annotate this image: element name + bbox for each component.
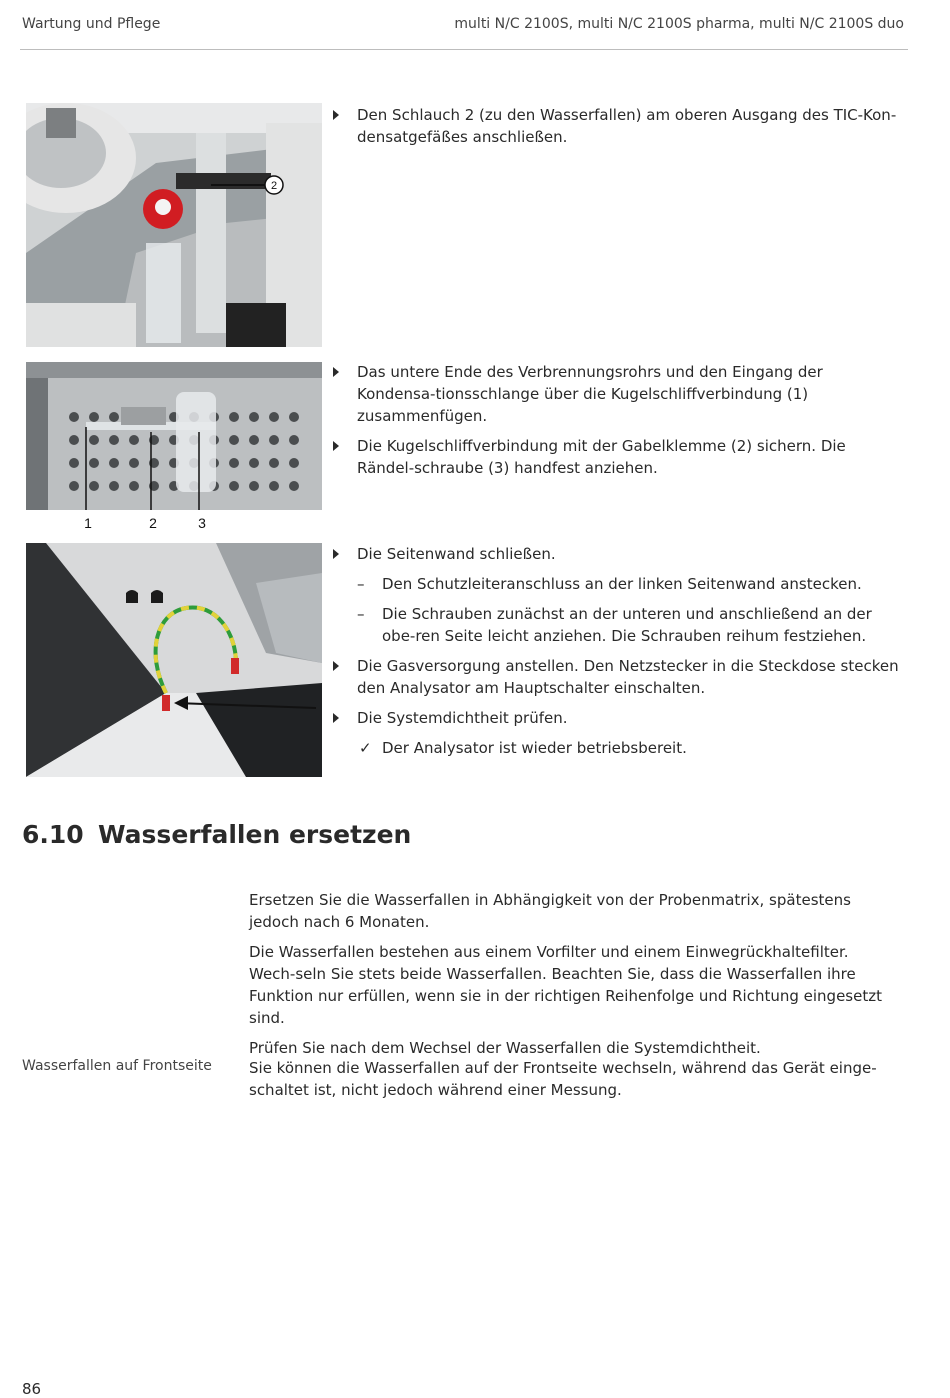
- step-text: Die Kugelschliffverbindung mit der Gabelklemme (2) sichern. Die Rändel-schraube (3) handfest anziehen.: [357, 437, 846, 477]
- step-item: [333, 361, 903, 427]
- photo-ball-joint: [26, 362, 322, 532]
- step-text: Die Seitenwand schließen.: [357, 545, 556, 563]
- sub-step-item: [333, 603, 903, 647]
- header-left: Wartung und Pflege: [22, 16, 161, 32]
- step-item: [333, 655, 903, 699]
- steps-block-1: [333, 104, 903, 156]
- photo2-callout-1: 1: [84, 515, 92, 531]
- sub-step-item: [333, 573, 903, 595]
- photo-condensate-vessel: [26, 103, 322, 347]
- result-item: [333, 737, 903, 759]
- bullet-arrow-icon: [333, 713, 339, 723]
- dash-icon: –: [357, 605, 365, 623]
- bullet-arrow-icon: [333, 441, 339, 451]
- section-title: Wasserfallen ersetzen: [98, 820, 412, 849]
- front-side-body: [249, 1057, 899, 1109]
- step-text: Die Systemdichtheit prüfen.: [357, 709, 568, 727]
- sub-step-text: Die Schrauben zunächst an der unteren und anschließend an der obe-ren Seite leicht anziehen. Die Schrauben reihum festziehen.: [382, 605, 872, 645]
- step-item: [333, 543, 903, 565]
- photo2-callout-3: 3: [198, 515, 206, 531]
- step-item: [333, 104, 903, 148]
- step-text: Das untere Ende des Verbrennungsrohrs und den Eingang der Kondensa-tionsschlange über die Kugelschliffverbindung (1) zusammenfügen.: [357, 363, 823, 425]
- photo2-callout-2: 2: [149, 515, 157, 531]
- bullet-arrow-icon: [333, 549, 339, 559]
- section-body: [249, 889, 899, 1067]
- steps-block-3: [333, 543, 903, 767]
- sub-step-text: Den Schutzleiteranschluss an der linken Seitenwand anstecken.: [382, 575, 862, 593]
- bullet-arrow-icon: [333, 367, 339, 377]
- step-text: Die Gasversorgung anstellen. Den Netzstecker in die Steckdose stecken den Analysator am Hauptschalter einschalten.: [357, 657, 899, 697]
- step-item: [333, 435, 903, 479]
- step-text: Den Schlauch 2 (zu den Wasserfallen) am oberen Ausgang des TIC-Kon-densatgefäßes anschließen.: [357, 106, 897, 146]
- section-heading: [22, 820, 411, 849]
- bullet-arrow-icon: [333, 661, 339, 671]
- checkmark-icon: ✓: [359, 739, 372, 757]
- page-number: 86: [22, 1380, 42, 1398]
- result-text: Der Analysator ist wieder betriebsbereit.: [382, 739, 687, 757]
- section-number: 6.10: [22, 820, 84, 849]
- paragraph: Prüfen Sie nach dem Wechsel der Wasserfallen die Systemdichtheit.: [249, 1039, 761, 1057]
- photo-side-wall-ground: [26, 543, 322, 777]
- step-item: [333, 707, 903, 729]
- header-right: multi N/C 2100S, multi N/C 2100S pharma, multi N/C 2100S duo: [454, 16, 904, 32]
- paragraph: Die Wasserfallen bestehen aus einem Vorfilter und einem Einwegrückhaltefilter. Wech-seln Sie stets beide Wasserfallen. Beachten Sie, dass die Wasserfallen ihre Funktion nur erfüllen, wenn sie in der richtigen Reihenfolge und Richtung eingesetzt sind.: [249, 943, 882, 1027]
- dash-icon: –: [357, 575, 365, 593]
- header-divider: [20, 49, 908, 50]
- bullet-arrow-icon: [333, 110, 339, 120]
- margin-label: Wasserfallen auf Frontseite: [22, 1058, 212, 1074]
- steps-block-2: [333, 361, 903, 487]
- photo1-callout-2: 2: [270, 180, 278, 192]
- paragraph: Sie können die Wasserfallen auf der Frontseite wechseln, während das Gerät einge-schaltet ist, nicht jedoch während einer Messung.: [249, 1059, 877, 1099]
- paragraph: Ersetzen Sie die Wasserfallen in Abhängigkeit von der Probenmatrix, spätestens jedoch nach 6 Monaten.: [249, 891, 851, 931]
